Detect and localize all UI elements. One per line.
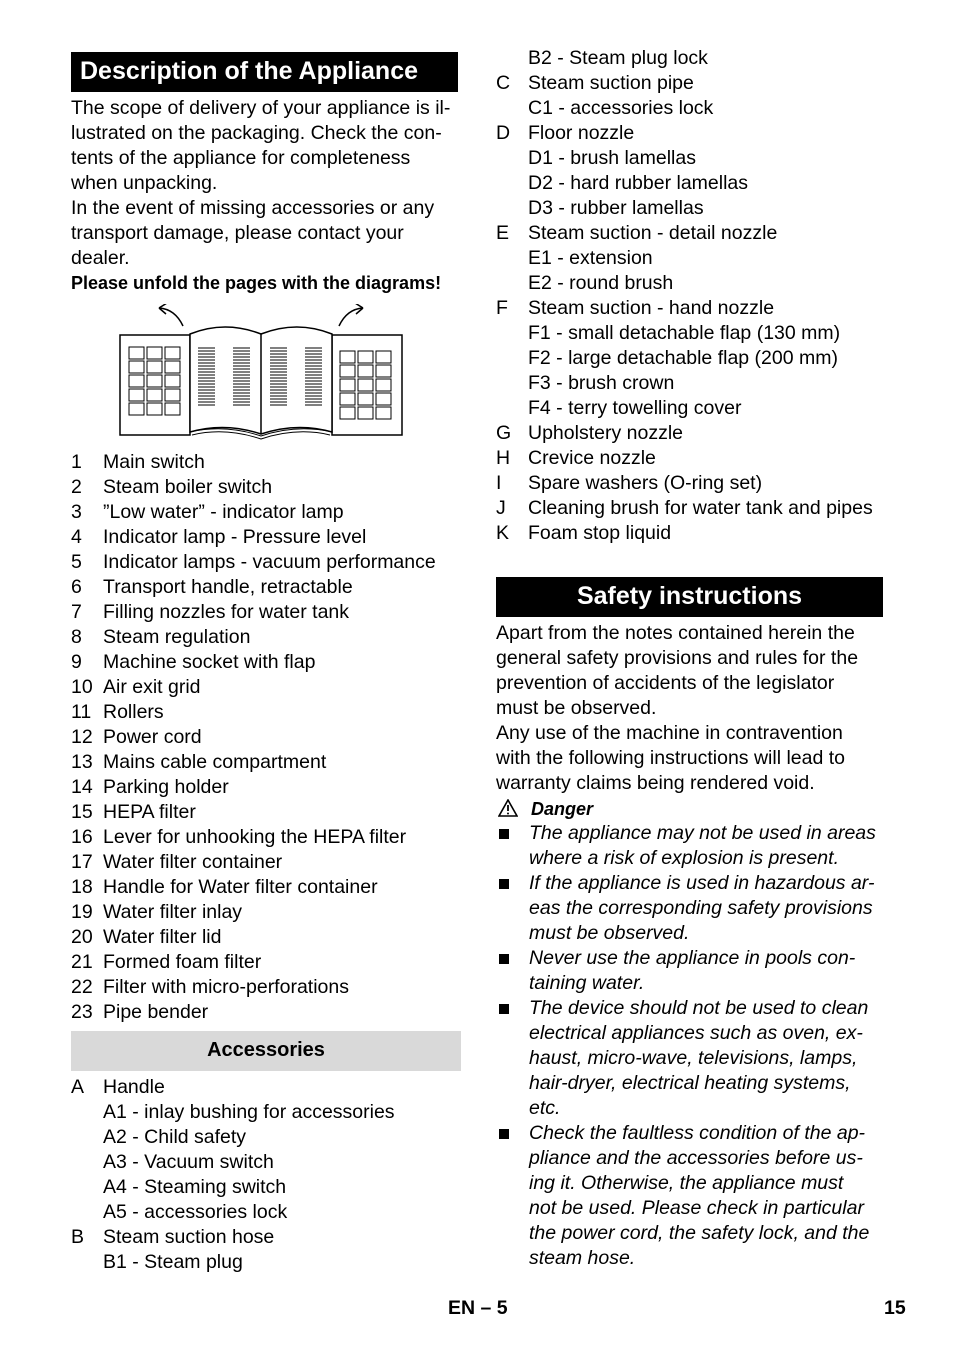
item-label: Steam suction - hand nozzle [528, 297, 775, 319]
safety-intro [496, 621, 891, 796]
intro-line: tents of the appliance for completeness [71, 147, 411, 169]
item-label: Spare washers (O-ring set) [528, 472, 763, 494]
item-label: Machine socket with flap [103, 651, 316, 673]
heading-text: Safety instructions [576, 582, 803, 610]
item-label: D2 - hard rubber lamellas [528, 172, 749, 194]
item-label: Rollers [103, 701, 164, 723]
item-key: 4 [71, 526, 82, 548]
item-key: G [496, 422, 512, 444]
safety-line: warranty claims being rendered void. [496, 772, 815, 794]
accessories-list [71, 1075, 466, 1275]
list-item [496, 271, 896, 296]
bullet-line: eas the corresponding safety provisions [529, 897, 873, 919]
list-item [496, 121, 896, 146]
item-key: 10 [71, 676, 93, 698]
item-label: C1 - accessories lock [528, 97, 714, 119]
intro-line: lustrated on the packaging. Check the con- [71, 122, 442, 144]
intro-line: transport damage, please contact your [71, 222, 404, 244]
list-item [71, 1100, 466, 1125]
list-item [496, 496, 896, 521]
item-label: B2 - Steam plug lock [528, 47, 708, 69]
item-key: 20 [71, 926, 93, 948]
list-item [71, 575, 466, 600]
item-key: J [496, 497, 506, 519]
section-heading-safety [496, 577, 883, 617]
item-label: Handle for Water filter container [103, 876, 378, 898]
item-label: Indicator lamp - Pressure level [103, 526, 367, 548]
bullet-line: Never use the appliance in pools con- [529, 947, 856, 969]
item-label: Steam boiler switch [103, 476, 273, 498]
safety-line: prevention of accidents of the legislator [496, 672, 835, 694]
item-key: 18 [71, 876, 93, 898]
parts-list [71, 450, 466, 1025]
list-item [496, 221, 896, 246]
item-label: A5 - accessories lock [103, 1201, 288, 1223]
item-label: F2 - large detachable flap (200 mm) [528, 347, 838, 369]
item-label: D1 - brush lamellas [528, 147, 696, 169]
bullet-square-icon [499, 829, 509, 839]
list-item [71, 875, 466, 900]
bullet-line: taining water. [529, 972, 645, 994]
item-label: Upholstery nozzle [528, 422, 683, 444]
item-label: Handle [103, 1076, 165, 1098]
item-label: Filling nozzles for water tank [103, 601, 350, 623]
intro-line: dealer. [71, 247, 130, 269]
list-item [496, 146, 896, 171]
item-label: Formed foam filter [103, 951, 262, 973]
item-label: Air exit grid [103, 676, 201, 698]
list-item [496, 171, 896, 196]
item-label: F3 - brush crown [528, 372, 675, 394]
item-key: 16 [71, 826, 93, 848]
item-label: Transport handle, retractable [103, 576, 353, 598]
bullet-line: hair-dryer, electrical heating systems, [529, 1072, 851, 1094]
list-item [496, 296, 896, 321]
bullet-line: haust, micro-wave, televisions, lamps, [529, 1047, 858, 1069]
item-label: A4 - Steaming switch [103, 1176, 287, 1198]
footer-page-number: 15 [884, 1297, 906, 1319]
item-key: 6 [71, 576, 82, 598]
item-key: 14 [71, 776, 93, 798]
item-key: 7 [71, 601, 82, 623]
safety-line: Apart from the notes contained herein the [496, 622, 855, 644]
item-key: I [496, 472, 502, 494]
intro-line: when unpacking. [71, 172, 218, 194]
item-label: Water filter inlay [103, 901, 243, 923]
list-item [71, 475, 466, 500]
item-label: Foam stop liquid [528, 522, 672, 544]
item-label: Cleaning brush for water tank and pipes [528, 497, 873, 519]
item-key: 11 [71, 701, 92, 723]
item-label: E2 - round brush [528, 272, 674, 294]
warning-triangle-icon [498, 799, 518, 817]
bullet-line: etc. [529, 1097, 561, 1119]
item-key: 9 [71, 651, 82, 673]
danger-bullet-item [496, 1121, 891, 1271]
list-item [71, 1225, 466, 1250]
item-label: ”Low water” - indicator lamp [103, 501, 344, 523]
list-item [496, 396, 896, 421]
bullet-line: The appliance may not be used in areas [529, 822, 876, 844]
list-item [496, 96, 896, 121]
item-key: 15 [71, 801, 93, 823]
accessories-heading-text: Accessories [207, 1039, 325, 1061]
item-label: Main switch [103, 451, 205, 473]
item-label: D3 - rubber lamellas [528, 197, 704, 219]
item-label: E1 - extension [528, 247, 653, 269]
item-label: Steam suction - detail nozzle [528, 222, 778, 244]
item-key: 12 [71, 726, 93, 748]
item-key: 22 [71, 976, 93, 998]
list-item [71, 650, 466, 675]
bullet-line: pliance and the accessories before us- [529, 1147, 863, 1169]
danger-label: Danger [531, 799, 594, 819]
item-label: Filter with micro-perforations [103, 976, 349, 998]
item-label: F1 - small detachable flap (130 mm) [528, 322, 841, 344]
list-item [71, 1175, 466, 1200]
list-item [71, 950, 466, 975]
list-item [496, 71, 896, 96]
list-item [71, 975, 466, 1000]
item-key: C [496, 72, 511, 94]
item-label: Lever for unhooking the HEPA filter [103, 826, 407, 848]
list-item [496, 346, 896, 371]
item-key: 19 [71, 901, 93, 923]
list-item [71, 500, 466, 525]
bullet-line: the power cord, the safety lock, and the [529, 1222, 870, 1244]
danger-bullet-item [496, 996, 891, 1121]
unfold-note: Please unfold the pages with the diagrams! [71, 273, 442, 293]
item-label: Power cord [103, 726, 202, 748]
safety-line: general safety provisions and rules for the [496, 647, 859, 669]
list-item [496, 321, 896, 346]
item-key: D [496, 122, 511, 144]
list-item [71, 775, 466, 800]
danger-label-row [498, 797, 593, 822]
item-key: F [496, 297, 508, 319]
list-item [496, 521, 896, 546]
list-item [71, 900, 466, 925]
list-item [71, 1000, 466, 1025]
list-item [71, 1125, 466, 1150]
item-label: Steam suction hose [103, 1226, 275, 1248]
item-label: A1 - inlay bushing for accessories [103, 1101, 395, 1123]
item-key: 21 [71, 951, 93, 973]
list-item [71, 525, 466, 550]
list-item [71, 925, 466, 950]
bullet-line: If the appliance is used in hazardous ar- [529, 872, 875, 894]
item-key: K [496, 522, 510, 544]
list-item [496, 196, 896, 221]
list-item [71, 1200, 466, 1225]
item-label: A2 - Child safety [103, 1126, 247, 1148]
list-item [71, 600, 466, 625]
heading-text: Description of the Appliance [80, 57, 419, 85]
bullet-line: The device should not be used to clean [529, 997, 869, 1019]
item-label: Indicator lamps - vacuum performance [103, 551, 436, 573]
danger-bullet-item [496, 946, 891, 996]
list-item [71, 850, 466, 875]
bullet-square-icon [499, 1004, 509, 1014]
list-item [71, 800, 466, 825]
item-label: Parking holder [103, 776, 229, 798]
section-heading-description [71, 52, 458, 92]
item-key: 13 [71, 751, 93, 773]
item-label: Pipe bender [103, 1001, 209, 1023]
item-label: A3 - Vacuum switch [103, 1151, 274, 1173]
list-item [496, 246, 896, 271]
danger-bullet-item [496, 821, 891, 871]
list-item [71, 675, 466, 700]
item-key: 17 [71, 851, 93, 873]
bullet-square-icon [499, 879, 509, 889]
footer-section-label: EN – 5 [448, 1297, 508, 1319]
bullet-line: must be observed. [529, 922, 690, 944]
bullet-square-icon [499, 1129, 509, 1139]
list-item [71, 1150, 466, 1175]
list-item [71, 550, 466, 575]
list-item [71, 625, 466, 650]
list-item [71, 725, 466, 750]
bullet-line: where a risk of explosion is present. [529, 847, 839, 869]
safety-line: with the following instructions will lead to [496, 747, 846, 769]
item-label: Crevice nozzle [528, 447, 656, 469]
item-label: HEPA filter [103, 801, 196, 823]
intro-line: In the event of missing accessories or any [71, 197, 435, 219]
item-label: Water filter lid [103, 926, 222, 948]
unfold-pages-diagram [115, 304, 407, 440]
list-item [71, 1075, 466, 1100]
item-label: F4 - terry towelling cover [528, 397, 742, 419]
item-key: 8 [71, 626, 82, 648]
intro-paragraph [71, 96, 466, 271]
item-label: Floor nozzle [528, 122, 635, 144]
item-label: B1 - Steam plug [103, 1251, 243, 1273]
item-key: E [496, 222, 510, 244]
accessories-heading [71, 1031, 461, 1071]
list-item [496, 471, 896, 496]
item-key: 1 [71, 451, 82, 473]
item-key: 3 [71, 501, 82, 523]
intro-line: The scope of delivery of your appliance is il- [71, 97, 451, 119]
list-item [496, 46, 896, 71]
item-key: H [496, 447, 511, 469]
list-item [71, 700, 466, 725]
bullet-line: Check the faultless condition of the ap- [529, 1122, 866, 1144]
list-item [71, 1250, 466, 1275]
bullet-square-icon [499, 954, 509, 964]
safety-line: must be observed. [496, 697, 657, 719]
item-label: Mains cable compartment [103, 751, 327, 773]
accessories-list-continued [496, 46, 896, 546]
list-item [496, 446, 896, 471]
bullet-line: not be used. Please check in particular [529, 1197, 864, 1219]
list-item [71, 450, 466, 475]
item-key: A [71, 1076, 85, 1098]
list-item [496, 421, 896, 446]
item-key: 2 [71, 476, 82, 498]
safety-line: Any use of the machine in contravention [496, 722, 843, 744]
list-item [496, 371, 896, 396]
item-label: Steam regulation [103, 626, 251, 648]
danger-bullet-item [496, 871, 891, 946]
item-key: 23 [71, 1001, 93, 1023]
bullet-line: ing it. Otherwise, the appliance must [529, 1172, 844, 1194]
item-key: B [71, 1226, 85, 1248]
list-item [71, 825, 466, 850]
item-key: 5 [71, 551, 82, 573]
item-label: Water filter container [103, 851, 283, 873]
item-label: Steam suction pipe [528, 72, 694, 94]
bullet-line: electrical appliances such as oven, ex- [529, 1022, 863, 1044]
bullet-line: steam hose. [529, 1247, 636, 1269]
list-item [71, 750, 466, 775]
